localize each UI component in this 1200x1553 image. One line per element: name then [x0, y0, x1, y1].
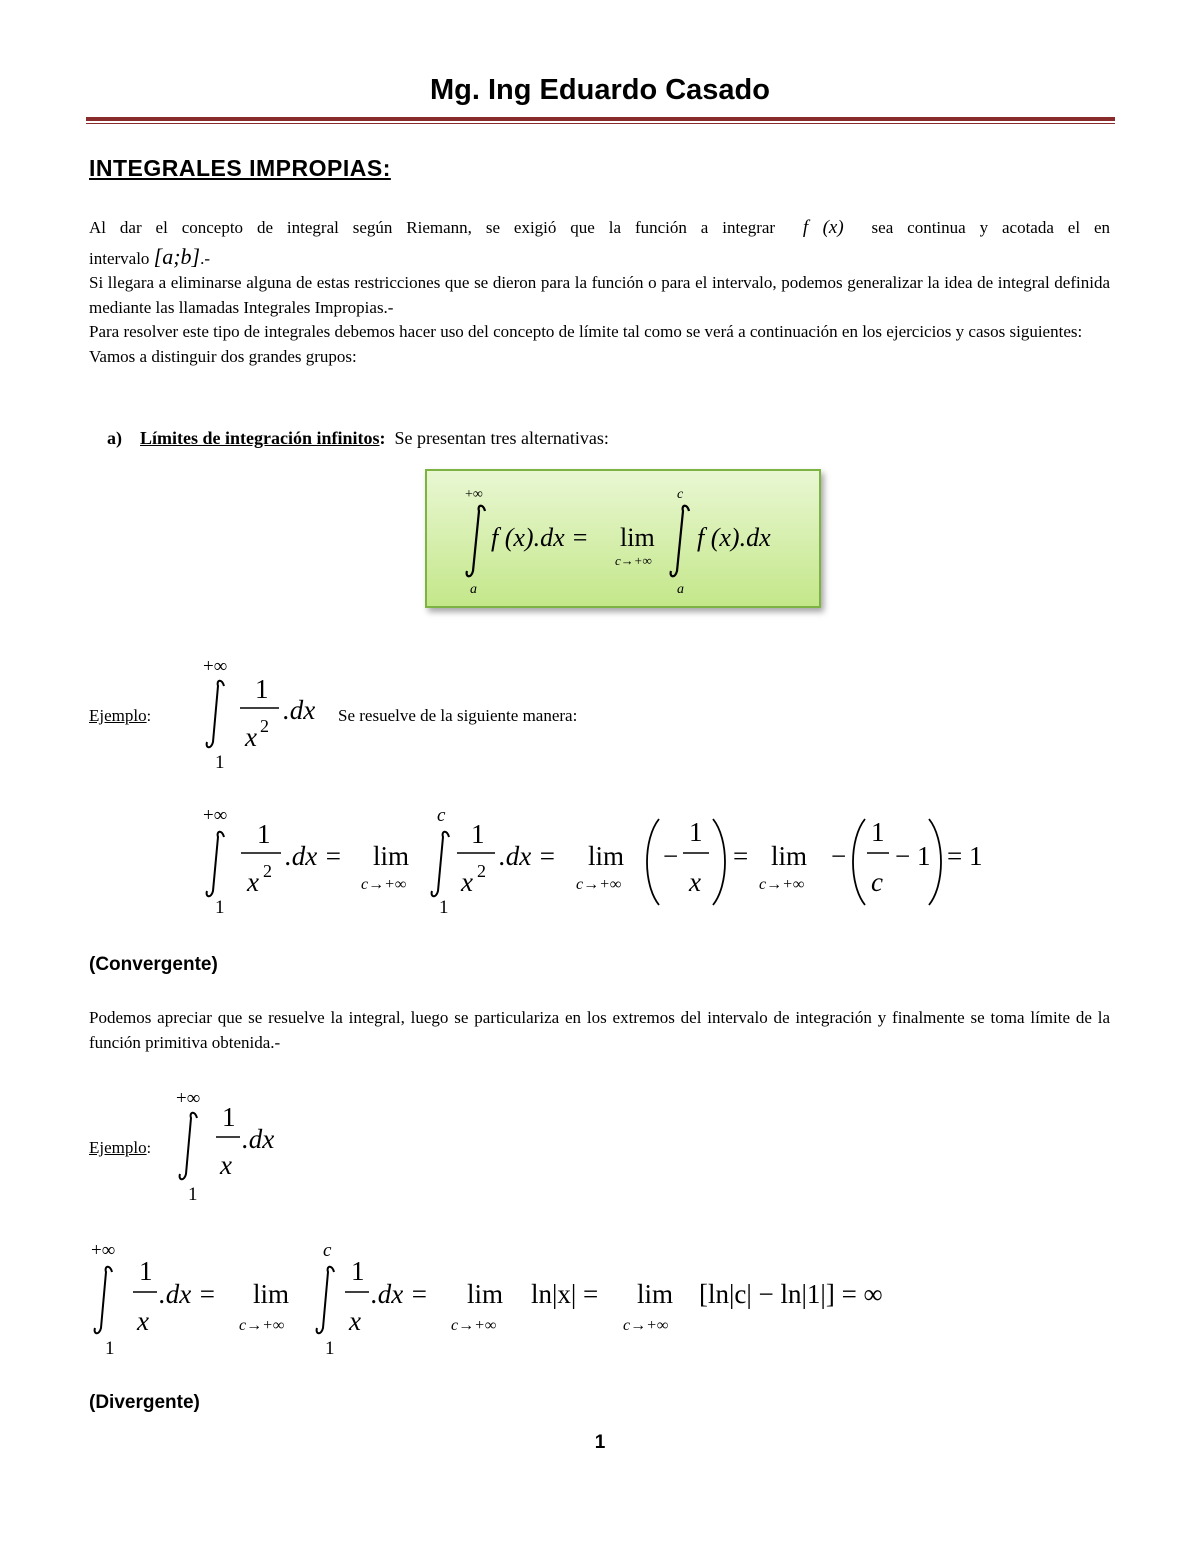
intro-text-1a: Al dar el concepto de integral según Riemann, se exigió que la función a integrar — [89, 218, 776, 237]
sol1-lower: 1 — [215, 897, 225, 918]
intro-paragraph-2: Si llegara a eliminarse alguna de estas restricciones que se dieron para la función o para el intervalo, podemos generalizar la idea de integral definida mediante las llamadas Integrales Impropias.- — [89, 273, 1110, 317]
convergente-label: (Convergente) — [89, 954, 218, 975]
left-paren — [647, 819, 659, 905]
section-a-marker: a) — [107, 428, 122, 448]
integrand-right: f (x).dx — [697, 523, 771, 552]
sol1-den2: x — [689, 867, 701, 897]
ex2-numerator: 1 — [222, 1102, 236, 1132]
sol1-lim: lim — [373, 841, 410, 871]
ex1-denominator: x — [245, 722, 257, 752]
ex1-exponent: 2 — [260, 716, 269, 736]
sol1-num: 1 — [257, 819, 271, 849]
sol1-result: = 1 — [947, 841, 983, 871]
section-title: INTEGRALES IMPROPIAS: — [89, 155, 391, 181]
sol2-ln-expr: ln|x| = — [531, 1279, 599, 1309]
definition-formula — [427, 471, 819, 606]
left-paren-2 — [853, 819, 865, 905]
integral-sign-2 — [432, 832, 449, 897]
example-2-solution — [89, 1230, 929, 1360]
intro-text-1b: sea continua y acotada el en — [871, 218, 1111, 237]
sol1-lim-sub-2: c→+∞ — [576, 876, 622, 893]
example-1-solution — [195, 795, 1005, 925]
sol1-lim-sub: c→+∞ — [361, 876, 407, 893]
example-1-integral — [195, 650, 335, 775]
sol2-upper2: c — [323, 1240, 332, 1261]
integral-sign — [207, 681, 224, 748]
divergente-label: (Divergente) — [89, 1392, 200, 1413]
sol1-upper2: c — [437, 805, 446, 826]
sol2-dx2: .dx = — [371, 1279, 429, 1309]
lim-word: lim — [620, 523, 655, 552]
sol1-dx2: .dx = — [499, 841, 557, 871]
interval-math: [a;b] — [153, 243, 201, 269]
ex1-dx: .dx — [283, 695, 316, 725]
ex1-upper-limit: +∞ — [203, 656, 228, 677]
header-rule-thin — [86, 123, 1115, 124]
right-paren-2 — [929, 819, 941, 905]
sol1-lower2: 1 — [439, 897, 449, 918]
section-a-text: Se presentan tres alternativas: — [394, 428, 609, 448]
example-1-text: Se resuelve de la siguiente manera: — [338, 706, 578, 725]
sol1-den: x — [247, 867, 259, 897]
sol2-lower: 1 — [105, 1338, 115, 1359]
sol2-ln-final: [ln|c| − ln|1|] = ∞ — [699, 1279, 883, 1309]
sol2-lim-3: lim — [637, 1279, 674, 1309]
sol1-lim-sub-3: c→+∞ — [759, 876, 805, 893]
sol1-eq: = — [733, 841, 749, 871]
sol2-lim-sub-3: c→+∞ — [623, 1317, 669, 1334]
sol1-minus2: − — [831, 841, 847, 871]
intro-paragraph-3: Para resolver este tipo de integrales debemos hacer uso del concepto de límite tal como se verá a continuación en los ejercicios y casos siguientes: — [89, 322, 1083, 341]
intro-text-2a: intervalo — [89, 248, 150, 268]
sol1-dx: .dx = — [285, 841, 343, 871]
sol1-minus: − — [663, 841, 679, 871]
sol2-lower2: 1 — [325, 1338, 335, 1359]
ex1-numerator: 1 — [255, 674, 269, 704]
sol2-lim-sub: c→+∞ — [239, 1317, 285, 1334]
intro-text-2b: .- — [200, 248, 211, 268]
sol2-num: 1 — [139, 1256, 153, 1286]
sol1-num3: 1 — [871, 817, 885, 847]
sol1-upper: +∞ — [203, 805, 228, 826]
explanation-paragraph: Podemos apreciar que se resuelve la integral, luego se particulariza en los extremos del intervalo de integración y finalmente se toma límite de la función primitiva obtenida.- — [89, 1008, 1110, 1052]
sol1-minus3: − 1 — [895, 841, 931, 871]
integral-lower-limit: a — [470, 582, 477, 597]
header-rule-thick — [86, 117, 1115, 121]
sol1-lim-2: lim — [588, 841, 625, 871]
intro-paragraph-4: Vamos a distinguir dos grandes grupos: — [89, 346, 357, 366]
section-a: a) Límites de integración infinitos: Se presentan tres alternativas: — [107, 428, 609, 448]
sol1-num2: 1 — [689, 817, 703, 847]
sol2-lim: lim — [253, 1279, 290, 1309]
sol1-den3: c — [871, 867, 883, 897]
integral2-upper-limit: c — [677, 487, 684, 502]
ex2-lower-limit: 1 — [188, 1184, 198, 1205]
integral-sign — [467, 506, 485, 577]
intro-paragraph — [89, 216, 1110, 369]
sol1-exp: 2 — [263, 861, 272, 881]
sol2-lim-2: lim — [467, 1279, 504, 1309]
right-paren — [713, 819, 725, 905]
integral-sign — [95, 1267, 112, 1334]
integrand-left: f (x).dx = — [491, 523, 589, 552]
integral2-lower-limit: a — [677, 582, 684, 597]
sol2-den: x — [137, 1306, 149, 1336]
example-2-integral — [172, 1082, 302, 1207]
fx-math: f (x) — [802, 217, 844, 238]
ex2-dx: .dx — [242, 1124, 275, 1154]
sol2-den-b: x — [349, 1306, 361, 1336]
integral-sign-2 — [671, 506, 689, 577]
section-a-heading: Límites de integración infinitos — [140, 428, 380, 448]
sol1-den-b: x — [461, 867, 473, 897]
ex1-lower-limit: 1 — [215, 752, 225, 773]
sol1-lim-3: lim — [771, 841, 808, 871]
page-header-author: Mg. Ing Eduardo Casado — [430, 74, 770, 106]
integral-sign — [207, 832, 224, 897]
ex2-denominator: x — [220, 1150, 232, 1180]
sol2-num-b: 1 — [351, 1256, 365, 1286]
sol2-upper: +∞ — [91, 1240, 116, 1261]
sol1-num-b: 1 — [471, 819, 485, 849]
page-number: 1 — [594, 1432, 606, 1453]
sol2-dx: .dx = — [159, 1279, 217, 1309]
sol1-exp-b: 2 — [477, 861, 486, 881]
example-1-label: Ejemplo: — [89, 706, 152, 725]
lim-subscript: c→+∞ — [615, 553, 652, 568]
sol2-lim-sub-2: c→+∞ — [451, 1317, 497, 1334]
integral-sign — [180, 1113, 197, 1180]
example-2-label: Ejemplo: — [89, 1138, 152, 1157]
ex2-upper-limit: +∞ — [176, 1088, 201, 1109]
integral-sign-2 — [317, 1267, 334, 1334]
integral-upper-limit: +∞ — [465, 487, 483, 502]
intro-line-1 — [89, 216, 1110, 241]
intro-line-2 — [89, 245, 1110, 272]
definition-formula-box — [425, 469, 821, 608]
